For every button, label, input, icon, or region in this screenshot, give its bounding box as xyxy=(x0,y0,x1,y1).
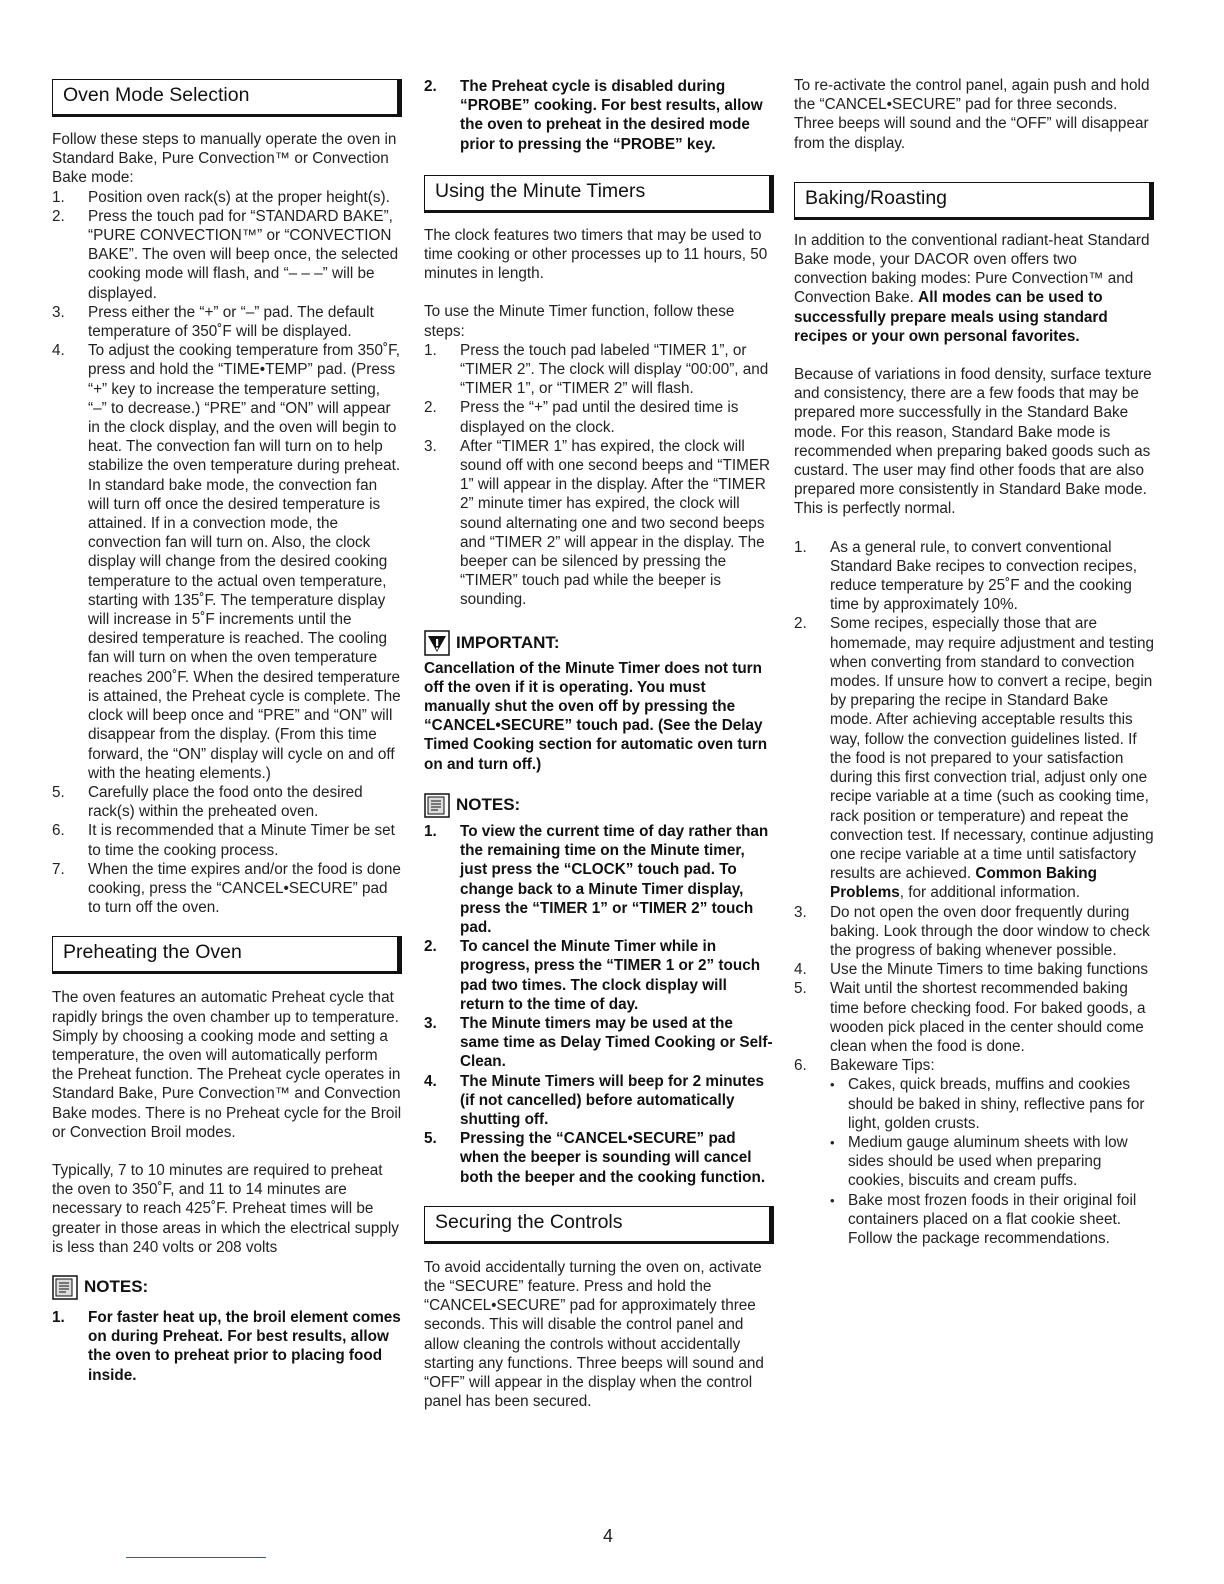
list-item xyxy=(52,783,402,821)
list-item xyxy=(52,207,402,303)
step-text: It is recommended that a Minute Timer be set to time the cooking process. xyxy=(88,822,395,859)
important-text: Cancellation of the Minute Timer does not turn off the oven if it is operating. You must manually shut the oven off by pressing the “CANCEL•SECURE” touch pad. (See the Delay Timed Cooking section for automatic oven turn on and turn off.) xyxy=(424,659,768,773)
note-number: 4. xyxy=(424,1072,437,1090)
list-item xyxy=(52,303,402,341)
list-item xyxy=(794,903,1154,961)
step-text: Press the touch pad for “STANDARD BAKE”, “PURE CONVECTION™” or “CONVECTION BAKE”. The oven will beep once, the selected cooking mode will flash, and “– – –” will be displayed. xyxy=(88,207,399,302)
list-item: • Bake most frozen foods in their original foil containers placed on a flat cookie sheet. Follow the package recommendations. xyxy=(830,1191,1154,1249)
step-number: 3. xyxy=(52,303,65,321)
column-1 xyxy=(52,0,402,1385)
list-item xyxy=(424,77,774,154)
note-number: 3. xyxy=(424,1014,437,1032)
note-text: Pressing the “CANCEL•SECURE” pad when the beeper is sounding will cancel both the beeper and the cooking function. xyxy=(460,1130,766,1186)
note-text: The Minute Timers will beep for 2 minutes (if not cancelled) before automatically shutting off. xyxy=(460,1072,765,1128)
baking-steps xyxy=(794,538,1154,1249)
section-heading-baking: Baking/Roasting xyxy=(794,182,1154,220)
baking-para-1-bold: All modes can be used to successfully prepare meals using standard recipes or your own personal favorites. xyxy=(794,289,1108,345)
section-heading-minute-timers: Using the Minute Timers xyxy=(424,175,774,213)
step-text: Some recipes, especially those that are homemade, may require adjustment and testing when converting from standard to convection modes. If unsure how to convert a recipe, begin by preparing the recipe in Standard Bake mode. After achieving acceptable results this way, follow the convection guidelines listed. If the food is not prepared to your satisfaction during this first convection trial, adjust only one recipe variable at a time (such as cooking time, rack position or temperature) and repeat the convection test. If necessary, continue adjusting one recipe variable at a time until satisfactory results are achieved. xyxy=(830,615,1154,883)
step-text: As a general rule, to convert conventional Standard Bake recipes to convection recipes, reduce temperature by 25˚F and the cooking time by approximately 10%. xyxy=(830,538,1137,614)
step-number: 1. xyxy=(424,341,437,359)
step-text: When the time expires and/or the food is done cooking, press the “CANCEL•SECURE” pad to turn off the oven. xyxy=(88,860,401,917)
step-text: To adjust the cooking temperature from 350˚F, press and hold the “TIME•TEMP” pad. (Press “+” key to increase the temperature setting, “–” to decrease.) “PRE” and “ON” will appear in the clock display, and the oven will begin to heat. The convection fan will turn on to help stabilize the oven temperature during preheat. In standard bake mode, the convection fan will turn off once the desired temperature is attained. If in a convection mode, the convection fan will turn on. Also, the clock display will change from the desired cooking temperature to the actual oven temperature, starting with 135˚F. The temperature display will increase in 5˚F increments until the desired temperature is reached. The cooling fan will turn on when the oven temperature reaches 200˚F. When the desired temperature is attained, the Preheat cycle is complete. The clock will beep once and “PRE” and “ON” will disappear from the display. (From this time forward, the “ON” display will cycle on and off with the heating elements.) xyxy=(88,342,401,782)
notes-heading xyxy=(52,1274,402,1300)
section-heading-preheating: Preheating the Oven xyxy=(52,936,402,974)
page-number: 4 xyxy=(603,1526,614,1546)
step-number: 2. xyxy=(52,207,65,225)
step-number: 3. xyxy=(794,903,807,921)
note-number: 2. xyxy=(424,78,437,95)
note-text: For faster heat up, the broil element comes on during Preheat. For best results, allow the oven to preheat prior to placing food inside. xyxy=(88,1308,401,1384)
notepad-icon xyxy=(52,1274,78,1300)
reactivate-para: To re-activate the control panel, again push and hold the “CANCEL•SECURE” pad for three seconds. Three beeps will sound and the “OFF” will disappear from the display. xyxy=(794,77,1150,152)
warning-icon xyxy=(424,630,450,656)
list-item xyxy=(52,188,402,207)
step-number: 5. xyxy=(52,783,65,801)
notes-label: NOTES: xyxy=(84,1277,149,1297)
list-item xyxy=(52,860,402,918)
list-item xyxy=(52,821,402,859)
list-item xyxy=(52,1308,402,1385)
step-text: Carefully place the food onto the desired rack(s) within the preheated oven. xyxy=(88,783,363,821)
section-heading-securing: Securing the Controls xyxy=(424,1206,774,1244)
list-item: • Cakes, quick breads, muffins and cookies should be baked in shiny, reflective pans for light, golden crusts. xyxy=(830,1075,1154,1133)
timers-steps xyxy=(424,341,774,610)
list-item xyxy=(794,960,1154,979)
list-item: • Medium gauge aluminum sheets with low sides should be used when preparing cookies, biscuits and cream puffs. xyxy=(830,1133,1154,1191)
list-item xyxy=(794,614,1154,902)
list-item xyxy=(424,437,774,610)
note-text: To cancel the Minute Timer while in progress, press the “TIMER 1 or 2” touch pad two times. The clock display will return to the time of day. xyxy=(460,938,761,1013)
list-item xyxy=(424,937,774,1014)
note-text: The Minute timers may be used at the same time as Delay Timed Cooking or Self-Clean. xyxy=(460,1014,773,1071)
step-number: 1. xyxy=(52,188,65,206)
step-text: Do not open the oven door frequently during baking. Look through the door window to check the progress of baking whenever possible. xyxy=(830,903,1150,959)
baking-para-1-text: In addition to the conventional radiant-heat Standard Bake mode, your DACOR oven offers two convection baking modes: Pure Convection™ and Convection Bake. xyxy=(794,231,1150,307)
list-item xyxy=(424,341,774,399)
note-number: 1. xyxy=(52,1308,65,1326)
timers-notes xyxy=(424,822,774,1187)
step-number: 3. xyxy=(424,437,437,455)
step-number: 4. xyxy=(52,342,65,360)
step-text: Use the Minute Timers to time baking functions xyxy=(830,961,1148,979)
list-item xyxy=(424,1129,774,1187)
step-bold-ref: Common Baking Problems xyxy=(830,865,1097,902)
divider xyxy=(126,1557,266,1558)
step-number: 6. xyxy=(52,822,65,840)
securing-para-1: To avoid accidentally turning the oven on, activate the “SECURE” feature. Press and hold the “CANCEL•SECURE” pad for approximately three seconds. This will disable the control panel and allow cleaning the controls without accidentally starting any functions. Three beeps will sound and “OFF” will appear in the display when the control panel has been secured. xyxy=(424,1258,764,1411)
list-item xyxy=(424,1014,774,1072)
step-text-tail: , for additional information. xyxy=(899,884,1080,902)
step-text: Bakeware Tips: xyxy=(830,1057,935,1075)
step-number: 5. xyxy=(794,980,807,998)
baking-para-2: Because of variations in food density, surface texture and consistency, there are a few foods that may be prepared more successfully in the Standard Bake mode. For this reason, Standard Bake mode is recommended when preparing baked goods such as custard. The user may find other foods that are also prepared more consistently in Standard Bake mode. This is perfectly normal. xyxy=(794,366,1152,518)
note-number: 5. xyxy=(424,1130,437,1148)
column-2 xyxy=(424,0,774,1411)
step-text: Press the touch pad labeled “TIMER 1”, or “TIMER 2”. The clock will display “00:00”, and “TIMER 1”, or “TIMER 2” will flash. xyxy=(460,341,769,398)
notes-heading xyxy=(424,792,774,818)
step-text: Position oven rack(s) at the proper height(s). xyxy=(88,188,390,206)
list-item xyxy=(52,341,402,783)
note-text: The Preheat cycle is disabled during “PROBE” cooking. For best results, allow the oven to preheat in the desired mode prior to pressing the “PROBE” key. xyxy=(460,78,763,153)
list-item xyxy=(424,822,774,937)
list-item xyxy=(794,979,1154,1056)
step-text: Press the “+” pad until the desired time is displayed on the clock. xyxy=(460,399,739,436)
timers-para-1: The clock features two timers that may be used to time cooking or other processes up to 11 hours, 50 minutes in length. xyxy=(424,226,768,283)
notes-label: NOTES: xyxy=(456,795,521,815)
section-heading-oven-mode: Oven Mode Selection xyxy=(52,79,402,117)
step-text: Wait until the shortest recommended baking time before checking food. For baked goods, a wooden pick placed in the center should come clean when the food is done. xyxy=(830,980,1146,1055)
oven-mode-intro: Follow these steps to manually operate the oven in Standard Bake, Pure Convection™ or Convection Bake mode: xyxy=(52,131,397,187)
step-number: 6. xyxy=(794,1057,807,1075)
list-item xyxy=(794,538,1154,615)
oven-mode-steps xyxy=(52,188,402,918)
step-number: 2. xyxy=(424,399,437,417)
list-item xyxy=(424,1072,774,1130)
preheating-para-2: Typically, 7 to 10 minutes are required to preheat the oven to 350˚F, and 11 to 14 minutes are necessary to reach 425˚F. Preheat times will be greater in those areas in which the electrical supply is less than 240 volts or 208 volts xyxy=(52,1161,399,1256)
important-label: IMPORTANT: xyxy=(456,633,560,653)
list-item xyxy=(794,1056,1154,1248)
column-3 xyxy=(794,0,1154,1248)
note-number: 2. xyxy=(424,938,437,956)
note-number: 1. xyxy=(424,822,437,840)
timers-para-2: To use the Minute Timer function, follow these steps: xyxy=(424,303,735,340)
step-number: 1. xyxy=(794,538,807,556)
preheat-note-continued xyxy=(424,77,774,154)
step-text: After “TIMER 1” has expired, the clock will sound off with one second beeps and “TIMER 1” will appear in the display. After the “TIMER 2” minute timer has expired, the clock will sound alternating one and two second beeps and “TIMER 2” will appear in the display. The beeper can be silenced by pressing the “TIMER” touch pad while the beeper is sounding. xyxy=(460,437,771,609)
step-number: 2. xyxy=(794,615,807,633)
list-item xyxy=(424,398,774,436)
important-heading xyxy=(424,630,774,656)
notepad-icon xyxy=(424,792,450,818)
step-text: Press either the “+” or “–” pad. The default temperature of 350˚F will be displayed. xyxy=(88,303,374,341)
step-number: 7. xyxy=(52,860,65,878)
preheating-para-1: The oven features an automatic Preheat cycle that rapidly brings the oven chamber up to temperature. Simply by choosing a cooking mode and setting a temperature, the oven will automatically perform the Preheat function. The Preheat cycle operates in Standard Bake, Pure Convection™ and Convection Bake modes. There is no Preheat cycle for the Broil or Convection Broil modes. xyxy=(52,989,402,1141)
preheating-notes xyxy=(52,1308,402,1385)
note-text: To view the current time of day rather than the remaining time on the Minute timer, just press the “CLOCK” touch pad. To change back to a Minute Timer display, press the “TIMER 1” or “TIMER 2” touch pad. xyxy=(460,822,769,936)
baking-para-1 xyxy=(794,231,1154,346)
bakeware-tips xyxy=(830,1075,1154,1248)
step-number: 4. xyxy=(794,961,807,979)
